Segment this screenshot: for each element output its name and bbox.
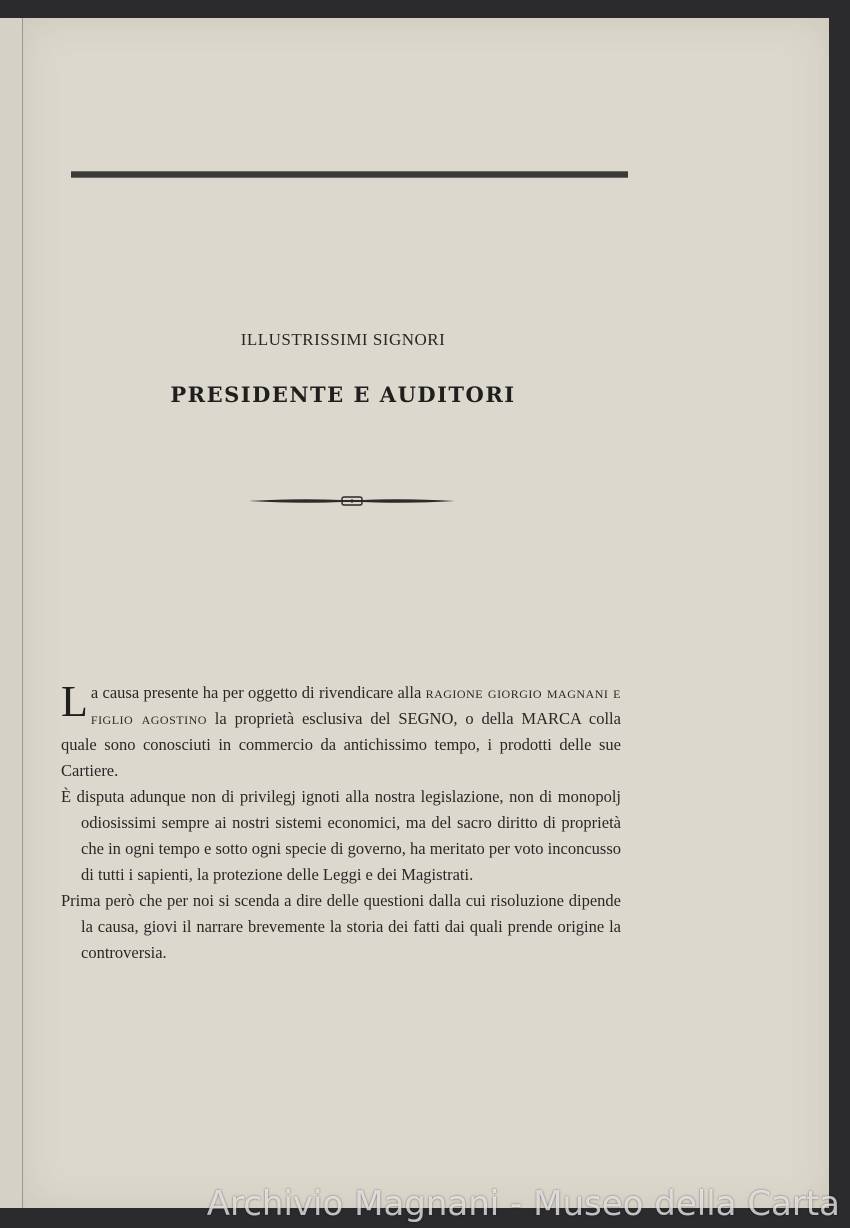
- paragraph-3: Prima però che per noi si scenda a dire delle questioni dalla cui risoluzione dipende la causa, giovi il narrare brevemente la storia dei fatti dai quali prende origine la controversia.: [61, 891, 621, 962]
- body-text: [61, 677, 621, 966]
- document-page: [23, 18, 829, 1208]
- facing-page-edge: [0, 18, 23, 1208]
- firm-name: ragione giorgio magnani e figlio agostino: [90, 683, 621, 728]
- segno-word: SEGNO: [398, 709, 454, 728]
- ornament-divider: [249, 495, 455, 507]
- archive-watermark: Archivio Magnani - Museo della Carta: [206, 1184, 840, 1224]
- salutation-heading: ILLUSTRISSIMI SIGNORI: [240, 330, 446, 349]
- marca-word: MARCA: [521, 709, 582, 728]
- paragraph-1: La causa presente ha per oggetto di rivendicare alla ragione giorgio magnani e figlio agostino la proprietà esclusiva del SEGNO, o della MARCA colla quale sono conosciuti in commercio da antichissimo tempo, i prodotti delle sue Cartiere.: [61, 677, 621, 780]
- top-rule: [71, 171, 628, 178]
- paragraph-2: È disputa adunque non di privilegj ignoti alla nostra legislazione, non di monopolj odiosissimi sempre ai nostri sistemi economici, ma del sacro diritto di proprietà che in ogni tempo e sotto ogni specie di governo, ha meritato per voto inconcusso di tutti i sapienti, la protezione delle Leggi e dei Magistrati.: [61, 787, 621, 884]
- drop-cap: L: [61, 677, 88, 726]
- address-heading: PRESIDENTE E AUDITORI: [170, 382, 516, 407]
